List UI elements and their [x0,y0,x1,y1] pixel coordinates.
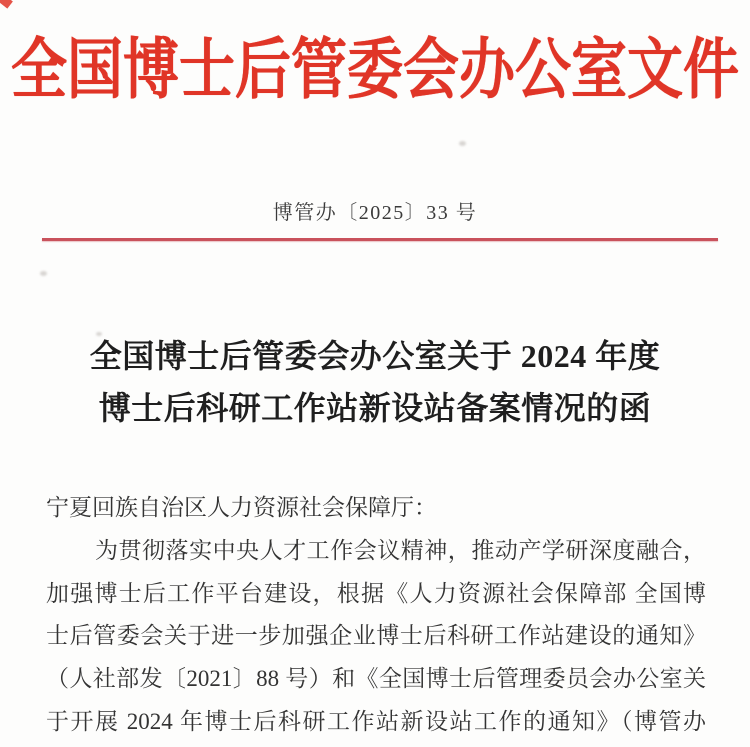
scan-artifact [40,271,47,276]
red-divider-line [42,238,718,241]
document-body [46,487,706,744]
body-line: 加强博士后工作平台建设，根据《人力资源社会保障部 全国博 [46,580,706,606]
document-masthead-title: 全国博士后管委会办公室文件 [11,34,739,108]
body-line: （人社部发〔2021〕88 号）和《全国博士后管理委员会办公室关 [46,666,706,692]
document-title [0,330,750,434]
body-line: 为贯彻落实中央人才工作会议精神，推动产学研深度融合， [95,537,706,563]
document-title-line-1: 全国博士后管委会办公室关于 2024 年度 [89,338,661,374]
scan-artifact [0,0,13,9]
body-line: 士后管委会关于进一步加强企业博士后科研工作站建设的通知》 [46,623,706,649]
scan-artifact [459,141,466,146]
document-reference-number: 博管办〔2025〕33 号 [272,202,478,224]
document-title-line-2: 博士后科研工作站新设站备案情况的函 [98,390,652,426]
body-line: 于开展 2024 年博士后科研工作站新设站工作的通知》（博管办 [46,708,706,734]
salutation-line: 宁夏回族自治区人力资源社会保障厅： [46,495,437,520]
